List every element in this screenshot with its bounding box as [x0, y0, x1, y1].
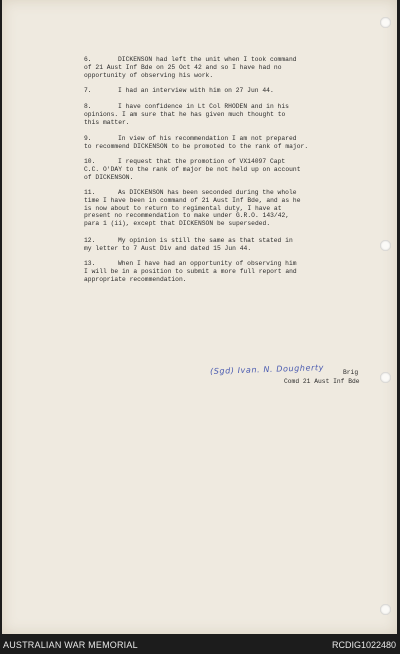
- paragraph-10: [84, 158, 366, 181]
- paragraph-number: 13.: [84, 260, 96, 267]
- document-page: [2, 0, 397, 634]
- signatory-command: Comd 21 Aust Inf Bde: [284, 378, 360, 385]
- paragraph-line: para 1 (ii), except that DICKENSON be superseded.: [84, 220, 271, 228]
- archive-name: AUSTRALIAN WAR MEMORIAL: [3, 640, 138, 650]
- paragraph-line: of 21 Aust Inf Bde on 25 Oct 42 and so I have had no: [84, 63, 282, 71]
- paragraph-line: When I have had an opportunity of observing him: [118, 260, 297, 267]
- paragraph-line: is now about to return to regimental duty, I have at: [84, 204, 282, 212]
- signature: (Sgd) Ivan. N. Dougherty: [209, 363, 325, 376]
- punch-hole: [380, 240, 391, 251]
- paragraph-line: to recommend DICKENSON to be promoted to the rank of major.: [84, 142, 309, 150]
- paragraph-number: 6.: [84, 56, 92, 63]
- paragraph-line: I have confidence in Lt Col RHODEN and in his: [118, 103, 289, 110]
- paragraph-line: this matter.: [84, 118, 130, 126]
- paragraph-line: DICKENSON had left the unit when I took command: [118, 56, 297, 63]
- paragraph-line: I will be in a position to submit a more full report and: [84, 267, 297, 275]
- paragraph-number: 11.: [84, 189, 96, 196]
- paragraph-line: As DICKENSON has been seconded during the whole: [118, 189, 297, 196]
- paragraph-line: I had an interview with him on 27 Jun 44.: [118, 87, 274, 94]
- paragraph-line: opinions. I am sure that he has given much thought to: [84, 110, 286, 118]
- paragraph-6: [84, 56, 366, 79]
- paragraph-line: I request that the promotion of VX14097 Capt: [118, 158, 286, 165]
- paragraph-12: [84, 237, 366, 253]
- archive-footer: [0, 634, 400, 654]
- paragraph-line: C.C. O'DAY to the rank of major be not held up on account: [84, 165, 301, 173]
- paragraph-8: [84, 103, 366, 126]
- punch-hole: [380, 17, 391, 28]
- paragraph-7: [84, 87, 366, 95]
- paragraph-line: appropriate recommendation.: [84, 275, 187, 283]
- signatory-rank: Brig: [343, 369, 359, 376]
- paragraph-number: 10.: [84, 158, 96, 165]
- paragraph-line: time I have been in command of 21 Aust Inf Bde, and as he: [84, 196, 301, 204]
- paragraph-number: 12.: [84, 237, 96, 244]
- paragraph-line: In view of his recommendation I am not prepared: [118, 135, 297, 142]
- paragraph-line: opportunity of observing his work.: [84, 71, 214, 79]
- punch-hole: [380, 372, 391, 383]
- paragraph-number: 8.: [84, 103, 92, 110]
- paragraph-line: My opinion is still the same as that stated in: [118, 237, 293, 244]
- paragraph-line: of DICKENSON.: [84, 173, 134, 181]
- punch-hole: [380, 604, 391, 615]
- paragraph-13: [84, 260, 366, 283]
- paragraph-9: [84, 135, 366, 151]
- paragraph-number: 9.: [84, 135, 92, 142]
- paragraph-11: [84, 189, 366, 228]
- paragraph-line: present no recommendation to make under G.R.O. 143/42,: [84, 212, 290, 220]
- paragraph-number: 7.: [84, 87, 92, 94]
- archive-id: RCDIG1022480: [331, 640, 396, 650]
- paragraph-line: my letter to 7 Aust Div and dated 15 Jun 44.: [84, 244, 252, 252]
